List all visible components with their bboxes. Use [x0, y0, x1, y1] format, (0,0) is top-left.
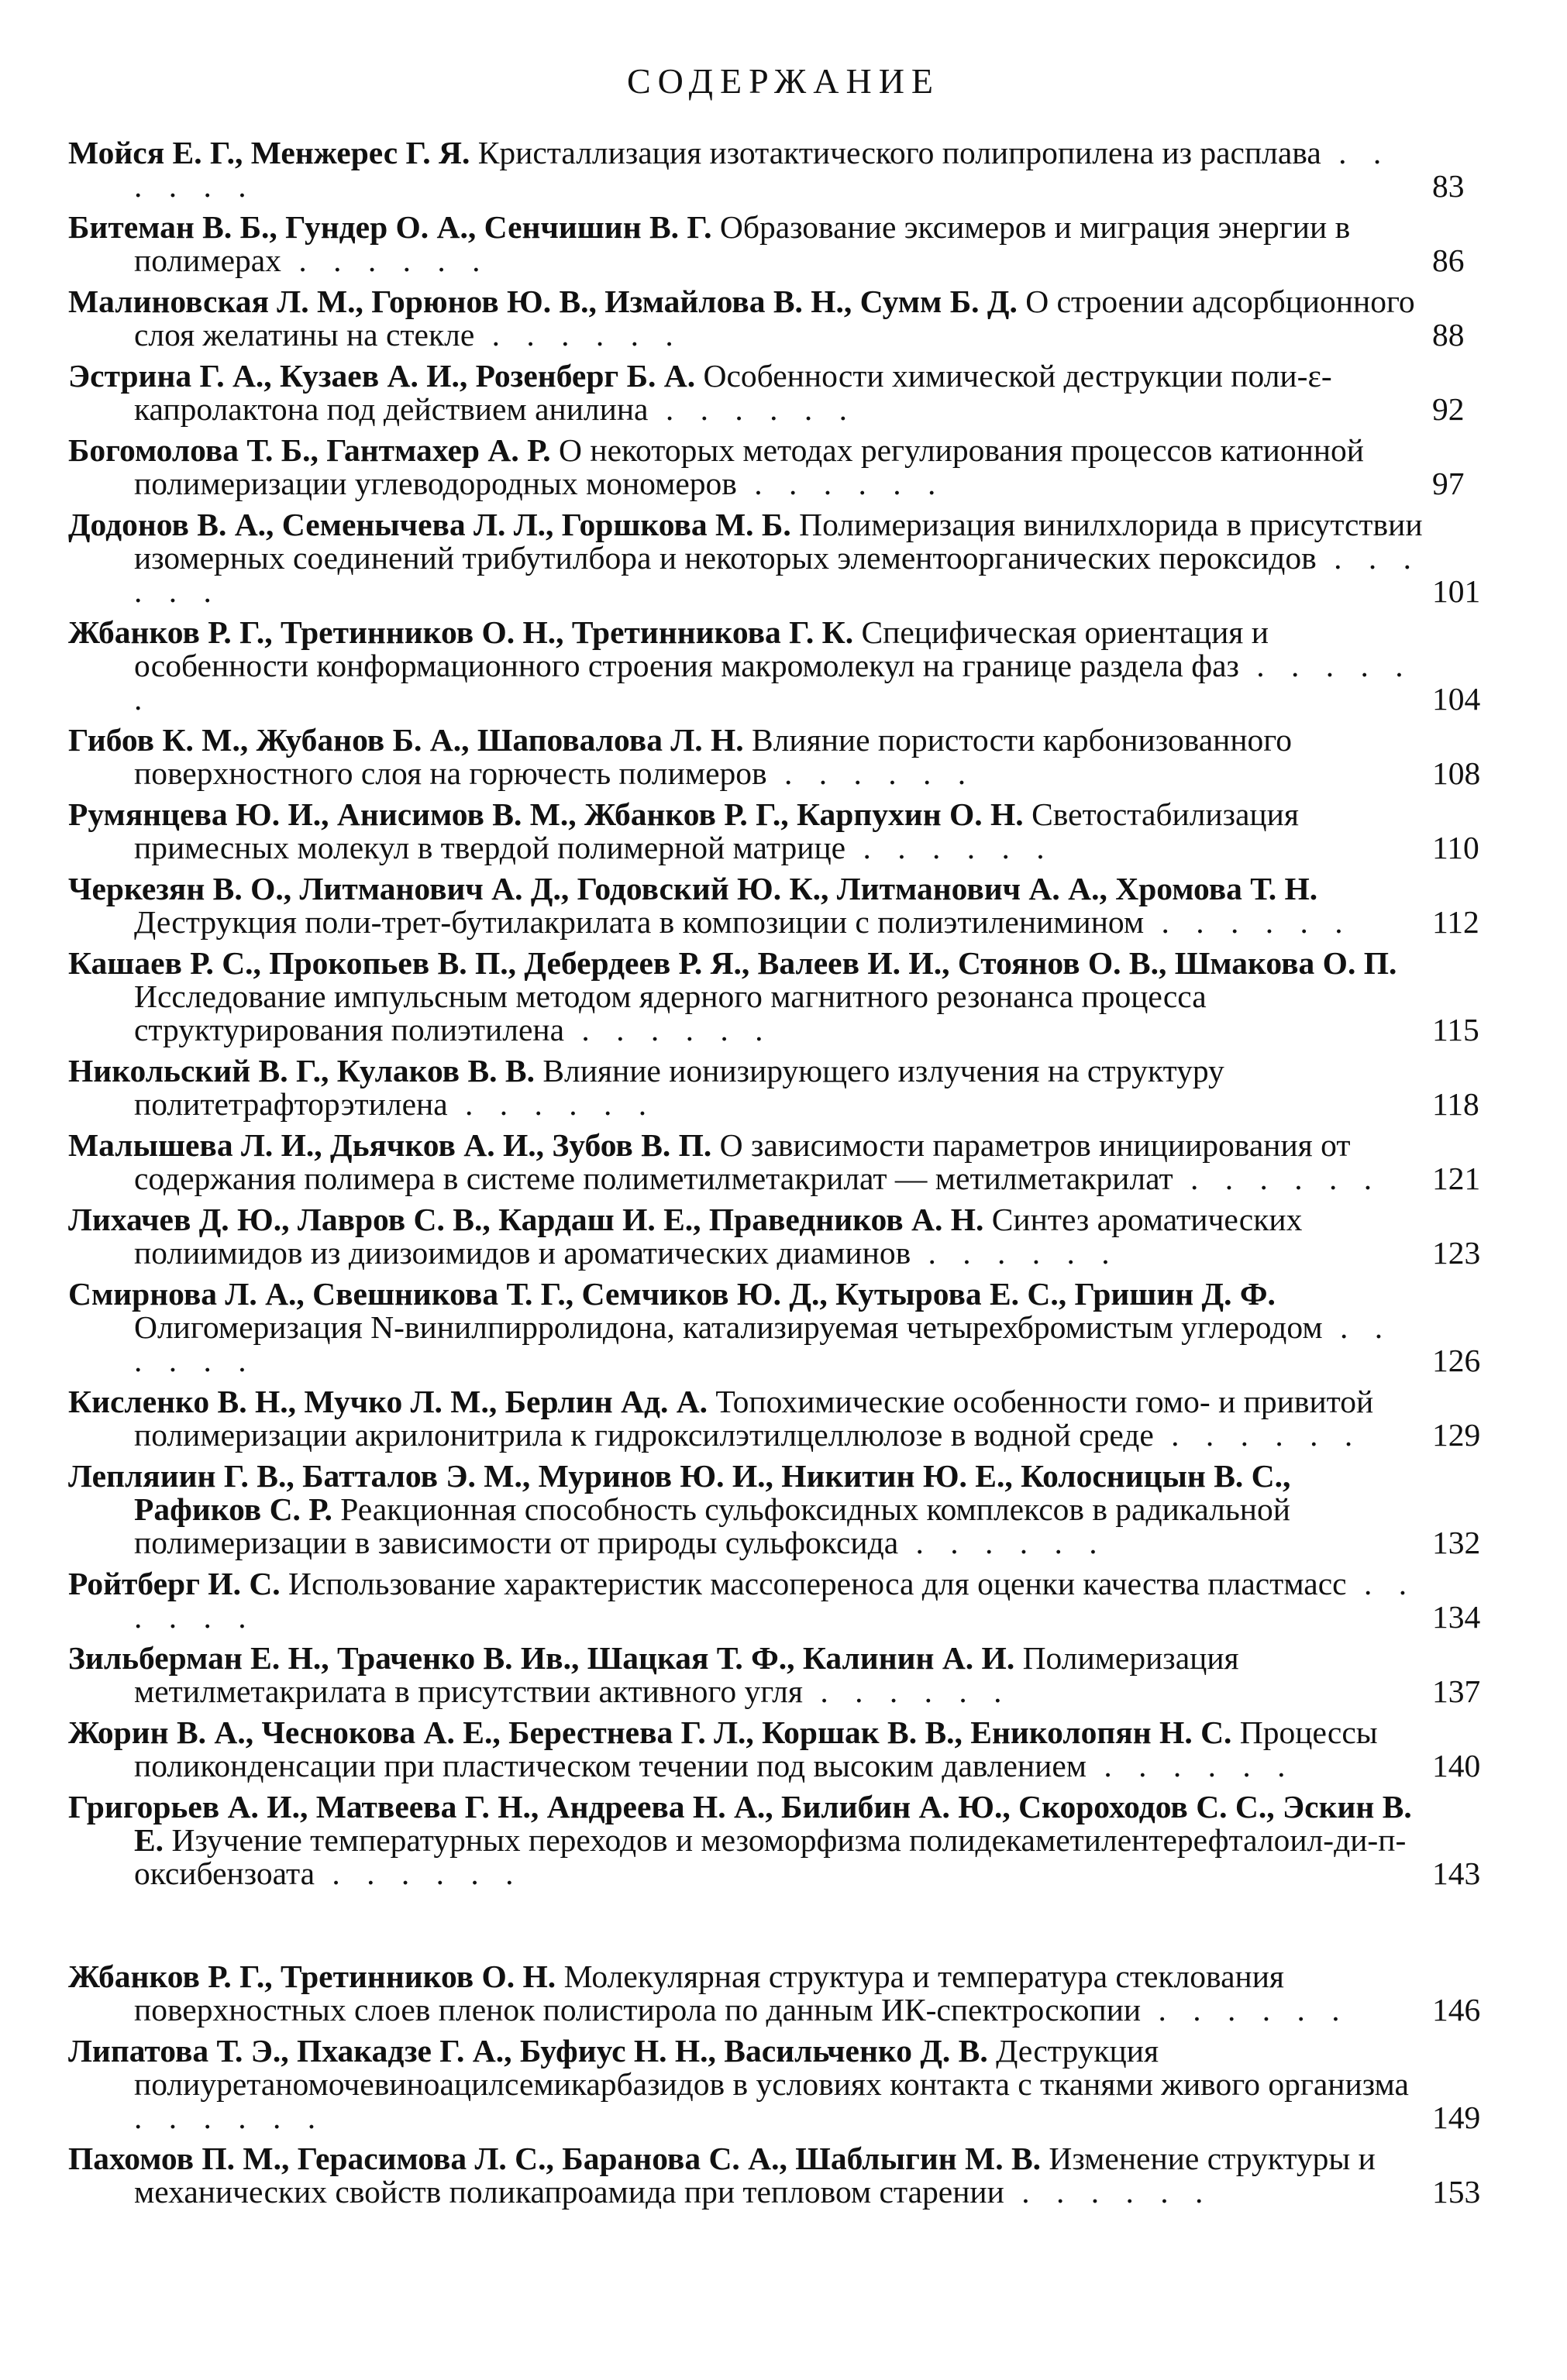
leader-dots: . . . . . .: [1144, 904, 1352, 940]
entry-title: Олигомеризация N-винилпирролидона, катализируемая четырехбромистым углеродом: [134, 1309, 1323, 1345]
entry-page-number: 143: [1432, 1856, 1481, 1891]
entry-authors: Гибов К. М., Жубанов Б. А., Шаповалова Л. Н.: [68, 722, 744, 758]
leader-dots: . . . . . .: [134, 2100, 325, 2135]
leader-dots: . . . . . .: [134, 1309, 1393, 1378]
leader-dots: . . . . . .: [736, 466, 945, 501]
entry-page-number: 112: [1432, 904, 1479, 940]
leader-dots: . . . . . .: [1173, 1161, 1382, 1196]
entry-authors: Никольский В. Г., Кулаков В. В.: [68, 1053, 535, 1089]
entry-title: Деструкция полиуретаномочевиноацилсемикарбазидов в условиях контакта с тканями живого организма: [134, 2033, 1409, 2102]
entry-authors: Григорьев А. И., Матвеева Г. Н., Андреева Н. А., Билибин А. Ю., Скороходов С. С., Эскин В. Е.: [68, 1789, 1412, 1858]
entry-authors: Смирнова Л. А., Свешникова Т. Г., Семчиков Ю. Д., Кутырова Е. С., Гришин Д. Ф.: [68, 1276, 1276, 1312]
leader-dots: . . . . . .: [1087, 1748, 1295, 1783]
toc-entry: [68, 798, 1517, 865]
entry-page-number: 129: [1432, 1417, 1481, 1453]
leader-dots: . . . . . .: [802, 1673, 1011, 1709]
entry-title: Влияние ионизирующего излучения на структуру политетрафторэтилена: [134, 1053, 1224, 1122]
entry-page-number: 149: [1432, 2100, 1481, 2135]
entry-authors: Эстрина Г. А., Кузаев А. И., Розенберг Б. А.: [68, 358, 696, 394]
entry-authors: Ройтберг И. С.: [68, 1566, 281, 1601]
entry-page-number: 104: [1432, 681, 1481, 717]
entry-page-number: 121: [1432, 1161, 1481, 1196]
entry-title: Процессы поликонденсации при пластическом течении под высоким давлением: [134, 1714, 1378, 1783]
entry-title: Кристаллизация изотактического полипропилена из расплава: [477, 135, 1321, 170]
entry-title: Светостабилизация примесных молекул в твердой полимерной матрице: [134, 796, 1299, 865]
entry-title: Полимеризация винилхлорида в присутствии изомерных соединений трибутилбора и некоторых элементоорганических пероксидов: [134, 507, 1423, 576]
entry-page-number: 108: [1432, 755, 1481, 791]
entry-page-number: 115: [1432, 1012, 1479, 1047]
entry-page-number: 153: [1432, 2174, 1481, 2210]
entry-page-number: 118: [1432, 1086, 1479, 1122]
toc-entry: [68, 616, 1517, 716]
page-title: СОДЕРЖАНИЕ: [626, 61, 941, 101]
toc-entry: [68, 359, 1517, 426]
entry-page-number: 126: [1432, 1343, 1481, 1378]
toc-entry: [68, 434, 1517, 500]
entry-page-number: 110: [1432, 830, 1479, 865]
toc-entry: [68, 1054, 1517, 1121]
leader-dots: . . . . . .: [1141, 1992, 1349, 2027]
leader-dots: . . . . . .: [134, 1566, 1417, 1635]
entry-title: Использование характеристик массопереноса для оценки качества пластмасс: [288, 1566, 1347, 1601]
leader-dots: . . . . . .: [1004, 2174, 1213, 2210]
toc-entry: [68, 1203, 1517, 1270]
entry-authors: Малиновская Л. М., Горюнов Ю. В., Измайлова В. Н., Сумм Б. Д.: [68, 284, 1018, 319]
toc-entry: [68, 724, 1517, 790]
entry-authors: Жбанков Р. Г., Третинников О. Н.: [68, 1959, 556, 1994]
toc-entry: [68, 1460, 1517, 1560]
entry-title: Синтез ароматических полиимидов из диизоимидов и ароматических диаминов: [134, 1202, 1303, 1271]
toc-entry: [68, 1960, 1517, 2027]
entry-authors: Малышева Л. И., Дьячков А. И., Зубов В. П.: [68, 1127, 712, 1163]
toc-entry: [68, 1129, 1517, 1195]
leader-dots: . . . . . .: [845, 830, 1054, 865]
section-gap: [68, 1898, 1517, 1960]
toc-entry: [68, 285, 1517, 352]
entry-title: Образование эксимеров и миграция энергии в полимерах: [134, 209, 1351, 278]
toc-entry: [68, 211, 1517, 277]
toc-entry: [68, 1716, 1517, 1783]
toc-entry: [68, 2142, 1517, 2209]
entry-page-number: 101: [1432, 573, 1481, 609]
entry-page-number: 92: [1432, 391, 1465, 427]
entry-authors: Румянцева Ю. И., Анисимов В. М., Жбанков Р. Г., Карпухин О. Н.: [68, 796, 1024, 832]
entry-authors: Додонов В. А., Семенычева Л. Л., Горшкова М. Б.: [68, 507, 791, 542]
entry-title: Полимеризация метилметакрилата в присутствии активного угля: [134, 1640, 1239, 1709]
toc-entry: [68, 947, 1517, 1047]
entry-page-number: 137: [1432, 1673, 1481, 1709]
toc-entry: [68, 1567, 1517, 1634]
leader-dots: . . . . . .: [564, 1012, 773, 1047]
leader-dots: . . . . . .: [134, 135, 1391, 204]
entry-authors: Зильберман Е. Н., Траченко В. Ив., Шацкая Т. Ф., Калинин А. И.: [68, 1640, 1015, 1676]
entry-title: Молекулярная структура и температура стеклования поверхностных слоев пленок полистирола по данным ИК-спектроскопии: [134, 1959, 1284, 2027]
toc-entry: [68, 508, 1517, 608]
entry-page-number: 134: [1432, 1599, 1481, 1635]
entry-title: Изучение температурных переходов и мезоморфизма полидекаметилентерефталоил-ди-п-оксибензоата: [134, 1822, 1407, 1891]
entry-authors: Пахомов П. М., Герасимова Л. С., Баранова С. А., Шаблыгин М. В.: [68, 2141, 1042, 2176]
toc-entry: [68, 2034, 1517, 2134]
entry-title: Деструкция поли-трет-бутилакрилата в композиции с полиэтиленимином: [134, 904, 1145, 940]
leader-dots: . . . . . .: [134, 648, 1413, 717]
entry-authors: Липатова Т. Э., Пхакадзе Г. А., Буфиус Н. Н., Васильченко Д. В.: [68, 2033, 988, 2069]
entry-title: О зависимости параметров инициирования от содержания полимера в системе полиметилметакрилат — метилметакрилат: [134, 1127, 1351, 1196]
entry-title: О некоторых методах регулирования процессов катионной полимеризации углеводородных мономеров: [134, 432, 1365, 501]
entry-authors: Лепляиин Г. В., Батталов Э. М., Муринов Ю. И., Никитин Ю. Е., Колосницын В. С., Рафиков С. Р.: [68, 1458, 1291, 1527]
leader-dots: . . . . . .: [474, 317, 683, 353]
toc-entry: [68, 1790, 1517, 1890]
entry-title: Специфическая ориентация и особенности конформационного строения макромолекул на границе раздела фаз: [134, 614, 1269, 683]
leader-dots: . . . . . .: [898, 1525, 1107, 1560]
entry-authors: Жбанков Р. Г., Третинников О. Н., Третинникова Г. К.: [68, 614, 854, 650]
entry-title: Влияние пористости карбонизованного поверхностного слоя на горючесть полимеров: [134, 722, 1293, 791]
entry-page-number: 132: [1432, 1525, 1481, 1560]
entry-title: Особенности химической деструкции поли-ε-капролактона под действием анилина: [134, 358, 1332, 427]
leader-dots: . . . . . .: [281, 242, 490, 278]
toc-entry: [68, 1642, 1517, 1708]
entry-authors: Черкезян В. О., Литманович А. Д., Годовский Ю. К., Литманович А. А., Хромова Т. Н.: [68, 871, 1318, 906]
entry-page-number: 83: [1432, 168, 1465, 204]
entry-page-number: 123: [1432, 1235, 1481, 1271]
entry-authors: Кисленко В. Н., Мучко Л. М., Берлин Ад. А.: [68, 1384, 708, 1419]
entry-authors: Лихачев Д. Ю., Лавров С. В., Кардаш И. Е., Праведников А. Н.: [68, 1202, 984, 1237]
entry-title: Исследование импульсным методом ядерного магнитного резонанса процесса структурирования полиэтилена: [134, 978, 1207, 1047]
leader-dots: . . . . . .: [1153, 1417, 1362, 1453]
leader-dots: . . . . . .: [134, 540, 1421, 609]
leader-dots: . . . . . .: [766, 755, 976, 791]
entry-page-number: 86: [1432, 242, 1465, 278]
leader-dots: . . . . . .: [648, 391, 856, 427]
entry-authors: Битеман В. Б., Гундер О. А., Сенчишин В. Г.: [68, 209, 712, 245]
entry-title: Топохимические особенности гомо- и привитой полимеризации акрилонитрила к гидроксилэтилцеллюлозе в водной среде: [134, 1384, 1374, 1453]
leader-dots: . . . . . .: [315, 1856, 523, 1891]
entry-title: Реакционная способность сульфоксидных комплексов в радикальной полимеризации в зависимости от природы сульфоксида: [134, 1491, 1290, 1560]
entry-authors: Мойся Е. Г., Менжерес Г. Я.: [68, 135, 470, 170]
leader-dots: . . . . . .: [911, 1235, 1119, 1271]
entry-authors: Жорин В. А., Чеснокова А. Е., Берестнева Г. Л., Коршак В. В., Ениколопян Н. С.: [68, 1714, 1232, 1750]
entry-page-number: 140: [1432, 1748, 1481, 1783]
entry-page-number: 146: [1432, 1992, 1481, 2027]
entry-authors: Богомолова Т. Б., Гантмахер А. Р.: [68, 432, 551, 468]
entry-authors: Кашаев Р. С., Прокопьев В. П., Дебердеев Р. Я., Валеев И. И., Стоянов О. В., Шмакова О. П.: [68, 945, 1397, 981]
toc-entry: [68, 136, 1517, 203]
toc-entry: [68, 872, 1517, 939]
entry-title: О строении адсорбционного слоя желатины на стекле: [134, 284, 1415, 353]
entry-title: Изменение структуры и механических свойств поликапроамида при тепловом старении: [134, 2141, 1376, 2210]
leader-dots: . . . . . .: [447, 1086, 656, 1122]
toc-entry: [68, 1278, 1517, 1377]
toc-entry: [68, 1385, 1517, 1452]
entry-page-number: 97: [1432, 466, 1465, 501]
entry-page-number: 88: [1432, 317, 1465, 353]
table-of-contents: [68, 136, 1517, 2217]
